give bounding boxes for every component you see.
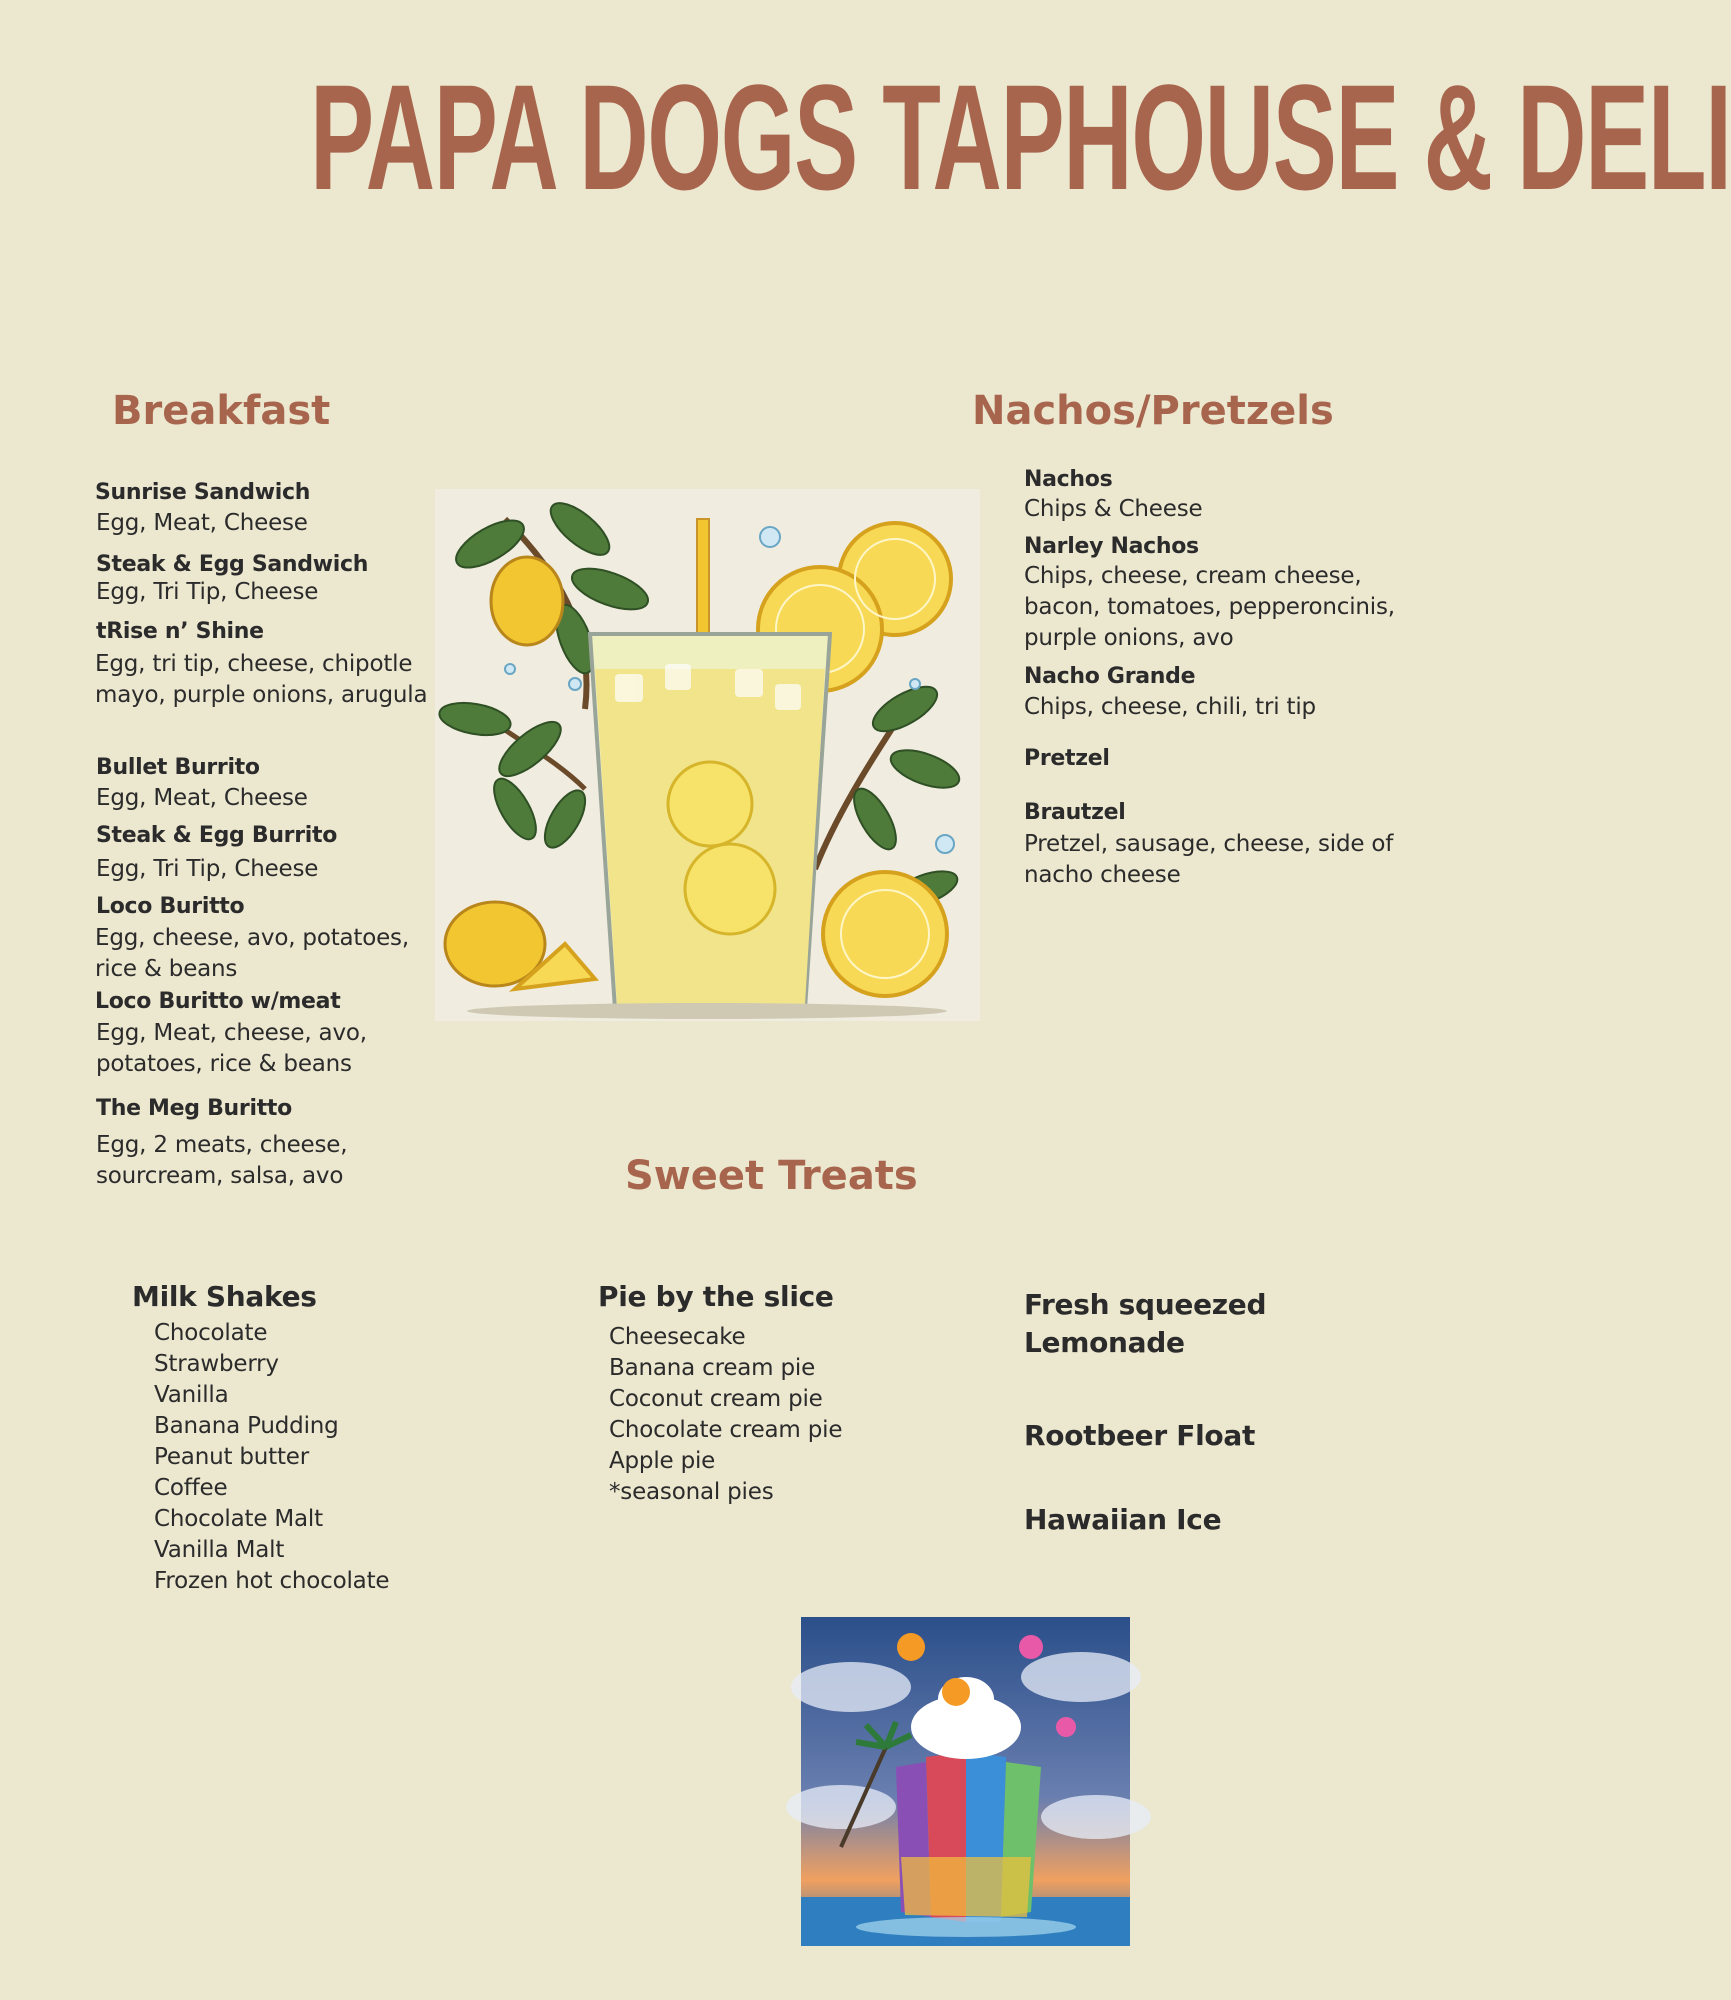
menu-item-name: Steak & Egg Sandwich xyxy=(96,552,369,577)
breakfast-heading: Breakfast xyxy=(112,388,331,434)
nachos-heading: Nachos/Pretzels xyxy=(972,388,1334,434)
menu-item-name: tRise n’ Shine xyxy=(96,619,264,644)
list-item: *seasonal pies xyxy=(609,1479,774,1505)
menu-item-name: Bullet Burrito xyxy=(96,755,260,780)
pie-list xyxy=(609,1322,842,1508)
list-item: Strawberry xyxy=(154,1351,279,1377)
drink-lemonade: Fresh squeezed Lemonade xyxy=(1024,1288,1267,1359)
menu-item-name: Narley Nachos xyxy=(1024,534,1199,559)
list-item: Vanilla xyxy=(154,1382,229,1408)
menu-item-desc: Chips, cheese, chili, tri tip xyxy=(1024,694,1316,720)
menu-item-name: Nacho Grande xyxy=(1024,664,1196,689)
menu-item-desc: Pretzel, sausage, cheese, side of nacho cheese xyxy=(1024,831,1394,888)
menu-item-name: Loco Buritto xyxy=(96,894,245,919)
menu-item-desc: Egg, 2 meats, cheese, sourcream, salsa, avo xyxy=(96,1132,348,1189)
list-item: Banana cream pie xyxy=(609,1355,816,1381)
list-item: Peanut butter xyxy=(154,1444,309,1470)
list-item: Vanilla Malt xyxy=(154,1537,285,1563)
menu-item-desc: Egg, cheese, avo, potatoes, rice & beans xyxy=(95,925,409,982)
menu-item-name: Brautzel xyxy=(1024,800,1126,825)
menu-item-desc: Egg, Tri Tip, Cheese xyxy=(96,856,319,882)
menu-item-name: Pretzel xyxy=(1024,746,1110,771)
list-item: Chocolate xyxy=(154,1320,268,1346)
list-item: Apple pie xyxy=(609,1448,716,1474)
menu-item-name: Sunrise Sandwich xyxy=(95,480,311,505)
menu-item-desc: Egg, Tri Tip, Cheese xyxy=(96,579,319,605)
menu-item-desc: Egg, Meat, Cheese xyxy=(96,510,308,536)
list-item: Frozen hot chocolate xyxy=(154,1568,390,1594)
milkshake-list xyxy=(154,1318,389,1597)
menu-item-name: The Meg Buritto xyxy=(96,1096,292,1121)
sweet-treats-heading: Sweet Treats xyxy=(625,1153,918,1199)
lemonade-illustration xyxy=(435,489,980,1021)
hawaiian-ice-illustration xyxy=(801,1617,1130,1946)
list-item: Coconut cream pie xyxy=(609,1386,823,1412)
list-item: Coffee xyxy=(154,1475,228,1501)
milkshakes-heading: Milk Shakes xyxy=(132,1280,317,1313)
list-item: Banana Pudding xyxy=(154,1413,339,1439)
drink-rootbeer-float: Rootbeer Float xyxy=(1024,1419,1256,1452)
list-item: Chocolate Malt xyxy=(154,1506,323,1532)
menu-item-desc: Chips & Cheese xyxy=(1024,496,1203,522)
menu-item-name: Steak & Egg Burrito xyxy=(96,823,338,848)
list-item: Chocolate cream pie xyxy=(609,1417,843,1443)
pie-heading: Pie by the slice xyxy=(598,1280,834,1313)
drink-hawaiian-ice: Hawaiian Ice xyxy=(1024,1503,1222,1536)
menu-item-desc: Egg, tri tip, cheese, chipotle mayo, purple onions, arugula xyxy=(95,651,428,708)
menu-item-desc: Egg, Meat, Cheese xyxy=(96,785,308,811)
menu-item-name: Loco Buritto w/meat xyxy=(95,989,341,1014)
menu-item-desc: Egg, Meat, cheese, avo, potatoes, rice & beans xyxy=(96,1020,367,1077)
menu-item-desc: Chips, cheese, cream cheese, bacon, tomatoes, pepperoncinis, purple onions, avo xyxy=(1024,563,1395,651)
menu-item-name: Nachos xyxy=(1024,467,1113,492)
list-item: Cheesecake xyxy=(609,1324,746,1350)
restaurant-title: PAPA DOGS TAPHOUSE & DELI xyxy=(310,53,1731,221)
